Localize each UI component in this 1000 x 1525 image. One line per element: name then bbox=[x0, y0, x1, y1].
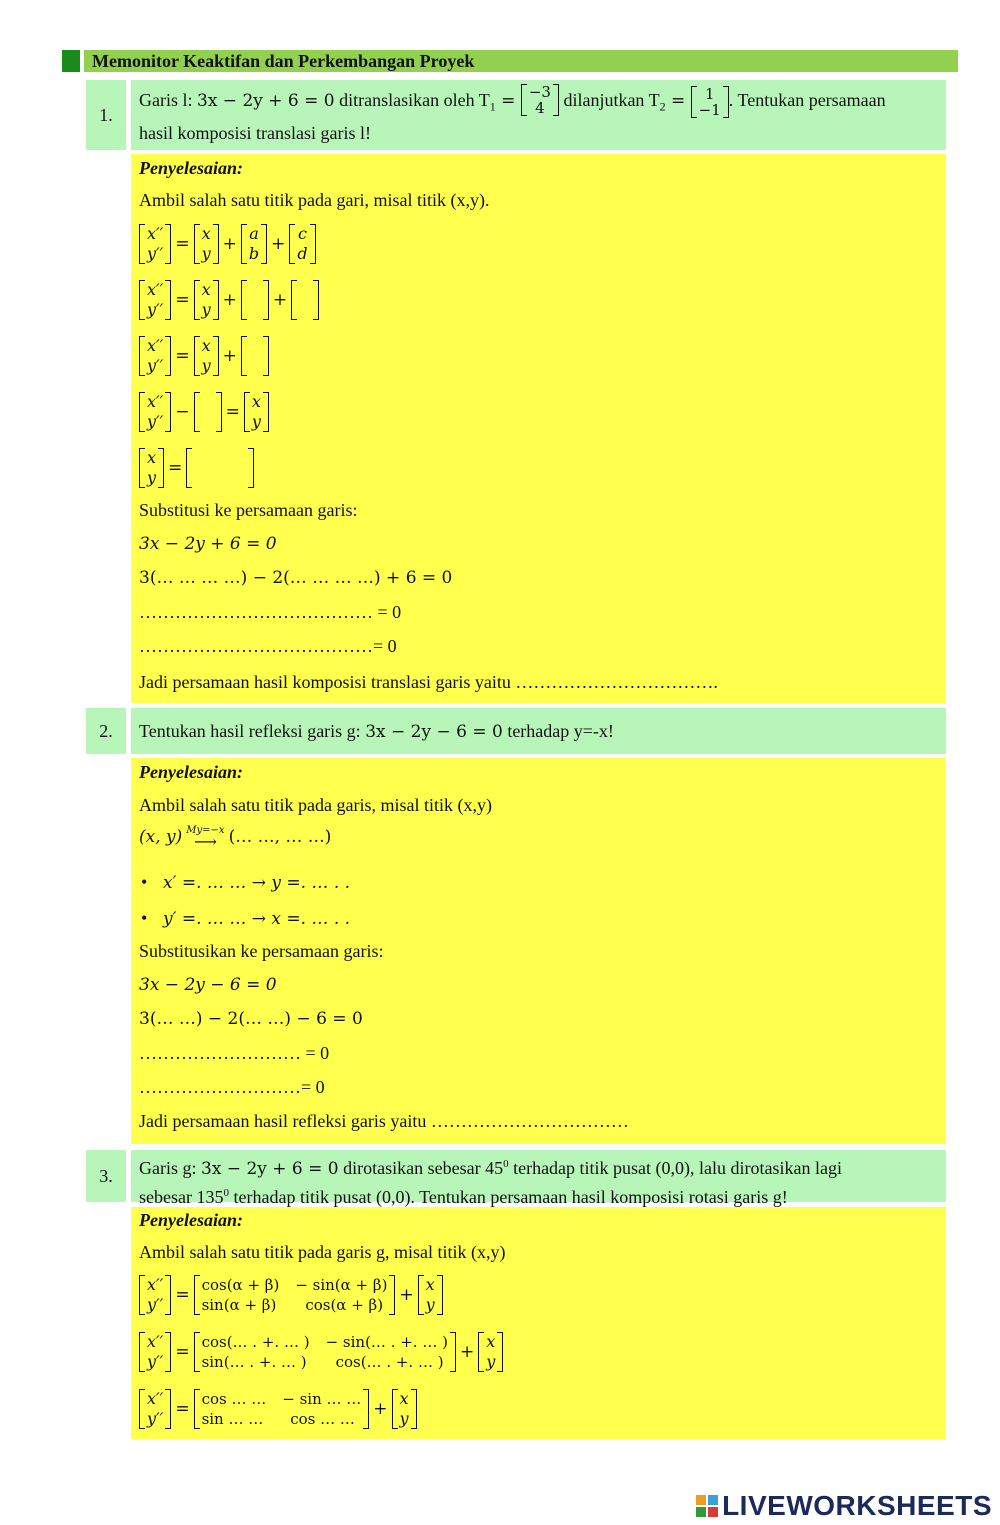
reflection-mapping bbox=[139, 826, 331, 850]
conclusion-1: Jadi persamaan hasil komposisi translasi garis yaitu ……………………………. bbox=[139, 672, 718, 692]
op-eq: = bbox=[175, 234, 190, 254]
rot1-b: − sin(α + β) bbox=[295, 1276, 388, 1294]
rot3-c: sin … … bbox=[201, 1410, 264, 1428]
conclusion-2: Jadi persamaan hasil refleksi garis yaitu …………………………… bbox=[139, 1111, 629, 1131]
q1-text-d: . Tentukan persamaan bbox=[728, 90, 886, 111]
rot3-d: cos … … bbox=[290, 1410, 355, 1428]
op-plus: + bbox=[459, 1342, 475, 1362]
q1-text-a: Garis l: bbox=[139, 90, 197, 111]
problem-2-number: 2. bbox=[86, 708, 126, 754]
t1-vector bbox=[521, 84, 559, 116]
logo-text: LIVEWORKSHEETS bbox=[722, 1490, 992, 1521]
var-xpp: x′′ bbox=[147, 224, 164, 243]
solution-2-intro: Ambil salah satu titik pada garis, misal titik (x,y) bbox=[139, 795, 492, 815]
var-xpp: x′′ bbox=[147, 1389, 164, 1408]
header-marker bbox=[62, 50, 80, 72]
var-ypp: y′′ bbox=[147, 356, 164, 375]
rot1-d: cos(α + β) bbox=[305, 1296, 384, 1314]
problem-1-solution bbox=[131, 154, 946, 703]
var-x: x bbox=[201, 224, 211, 243]
substitution-label-2: Substitusikan ke persamaan garis: bbox=[139, 941, 384, 961]
var-ypp: y′′ bbox=[147, 1352, 164, 1371]
var-x: x bbox=[486, 1332, 496, 1351]
var-b: b bbox=[248, 244, 260, 263]
line-equation-2: 3x − 2y − 6 = 0 bbox=[139, 975, 277, 995]
var-y: y bbox=[201, 300, 211, 319]
rot2-d: cos(… . +. … ) bbox=[335, 1353, 444, 1371]
solution-1-intro: Ambil salah satu titik pada gari, misal titik (x,y). bbox=[139, 190, 490, 210]
var-y: y bbox=[201, 244, 211, 263]
var-x: x bbox=[201, 280, 211, 299]
rotation-matrix-3 bbox=[194, 1389, 370, 1429]
bullet-1-text: x′ =. … … → y =. … . . bbox=[163, 873, 351, 893]
op-eq: = bbox=[175, 1399, 190, 1419]
blank-vector-3 bbox=[241, 336, 269, 376]
var-ypp: y′′ bbox=[147, 412, 164, 431]
q1-text-b: ditranslasikan oleh T bbox=[334, 90, 490, 111]
blank-vector-4 bbox=[194, 392, 222, 432]
t1-bottom: 4 bbox=[535, 99, 545, 117]
q1-sub2: 2 bbox=[659, 99, 666, 114]
q1-eqs2: = bbox=[665, 91, 691, 112]
logo-icon bbox=[696, 1495, 718, 1517]
q3-text-b: dirotasikan sebesar 45 bbox=[338, 1158, 504, 1178]
solution-3-label: Penyelesaian: bbox=[139, 1210, 243, 1230]
line-equation-1: 3x − 2y + 6 = 0 bbox=[139, 534, 277, 554]
dots-line-2b: ………………………= 0 bbox=[139, 1077, 325, 1097]
q1-equation: 3x − 2y + 6 = 0 bbox=[197, 91, 335, 112]
bullet-item-1 bbox=[141, 872, 350, 893]
var-y: y bbox=[251, 412, 261, 431]
map-to: (… …, … …) bbox=[228, 827, 332, 848]
blank-vector-1 bbox=[241, 280, 269, 320]
var-a: a bbox=[249, 224, 259, 243]
q1-text-c: dilanjutkan T bbox=[558, 90, 660, 111]
translation-row-2 bbox=[139, 280, 319, 320]
line-fill-1: 3(… … … …) − 2(… … … …) + 6 = 0 bbox=[139, 568, 453, 588]
op-plus: + bbox=[399, 1285, 414, 1305]
solution-2-label: Penyelesaian: bbox=[139, 762, 243, 782]
rot1-a: cos(α + β) bbox=[201, 1276, 280, 1294]
var-x: x bbox=[147, 448, 157, 467]
op-plus: + bbox=[271, 234, 286, 254]
t2-vector bbox=[691, 86, 729, 118]
q2-text-a: Tentukan hasil refleksi garis g: bbox=[139, 721, 366, 741]
map-label: My=−x bbox=[186, 825, 225, 836]
translation-row-3 bbox=[139, 336, 269, 376]
var-xpp: x′′ bbox=[147, 280, 164, 299]
bullet-icon: • bbox=[141, 872, 148, 892]
op-eq: = bbox=[168, 458, 183, 478]
op-eq: = bbox=[225, 402, 240, 422]
op-minus: − bbox=[175, 402, 190, 422]
rotation-matrix-1 bbox=[194, 1275, 396, 1315]
rot1-c: sin(α + β) bbox=[201, 1296, 277, 1314]
t1-top: −3 bbox=[528, 83, 551, 101]
op-eq: = bbox=[175, 1285, 190, 1305]
var-ypp: y′′ bbox=[147, 300, 164, 319]
op-eq: = bbox=[175, 1342, 190, 1362]
op-eq: = bbox=[175, 346, 190, 366]
rot2-a: cos(… . +. … ) bbox=[201, 1333, 310, 1351]
op-plus: + bbox=[373, 1399, 388, 1419]
problem-2-question bbox=[131, 708, 946, 754]
q2-equation: 3x − 2y − 6 = 0 bbox=[365, 722, 503, 742]
problem-3-question bbox=[131, 1150, 946, 1207]
q3-text-a: Garis g: bbox=[139, 1158, 201, 1178]
substitution-label-1: Substitusi ke persamaan garis: bbox=[139, 500, 358, 520]
rot2-b: − sin(… . +. … ) bbox=[325, 1333, 448, 1351]
bullet-icon: • bbox=[141, 908, 148, 928]
problem-2-solution bbox=[131, 758, 946, 1144]
problem-3-number: 3. bbox=[86, 1150, 126, 1202]
var-y: y bbox=[486, 1352, 496, 1371]
op-eq: = bbox=[175, 290, 190, 310]
rot3-a: cos … … bbox=[201, 1390, 267, 1408]
q2-text-b: terhadap y=-x! bbox=[502, 721, 614, 741]
q3-equation: 3x − 2y + 6 = 0 bbox=[201, 1159, 339, 1179]
var-ypp: y′′ bbox=[147, 1409, 164, 1428]
q3-text-d: sebesar 135 bbox=[139, 1187, 224, 1207]
var-x: x bbox=[399, 1389, 409, 1408]
dots-line-2a: ……………………… = 0 bbox=[139, 1043, 330, 1063]
liveworksheets-logo[interactable] bbox=[696, 1490, 992, 1522]
op-plus: + bbox=[222, 234, 237, 254]
blank-vector-2 bbox=[291, 280, 319, 320]
page-title: Memonitor Keaktifan dan Perkembangan Proyek bbox=[84, 50, 958, 72]
var-xpp: x′′ bbox=[147, 1332, 164, 1351]
problem-1-question bbox=[131, 80, 946, 150]
var-xpp: x′′ bbox=[147, 392, 164, 411]
blank-vector-5 bbox=[186, 448, 254, 488]
arrow-right-icon: ⟶ bbox=[193, 834, 217, 851]
translation-row-4 bbox=[139, 392, 269, 432]
var-xpp: x′′ bbox=[147, 1275, 164, 1294]
dots-line-1a: ………………………………… = 0 bbox=[139, 602, 402, 622]
var-y: y bbox=[399, 1409, 409, 1428]
t2-bottom: −1 bbox=[698, 101, 721, 119]
q1-eqs: = bbox=[495, 91, 521, 112]
var-x: x bbox=[251, 392, 261, 411]
q3-sup2: 0 bbox=[223, 1187, 229, 1199]
rotation-row-2 bbox=[139, 1332, 503, 1372]
problem-1-number: 1. bbox=[86, 80, 126, 150]
dots-line-1b: …………………………………= 0 bbox=[139, 636, 397, 656]
op-plus: + bbox=[272, 290, 288, 310]
var-c: c bbox=[298, 224, 307, 243]
var-y: y bbox=[147, 468, 157, 487]
solution-3-intro: Ambil salah satu titik pada garis g, misal titik (x,y) bbox=[139, 1242, 506, 1262]
rot2-c: sin(… . +. … ) bbox=[201, 1353, 307, 1371]
map-from: (x, y) bbox=[139, 827, 183, 848]
bullet-item-2 bbox=[141, 908, 350, 929]
op-plus: + bbox=[222, 346, 237, 366]
rotation-row-1 bbox=[139, 1275, 443, 1315]
op-plus: + bbox=[222, 290, 237, 310]
var-xpp: x′′ bbox=[147, 336, 164, 355]
q1-text-e: hasil komposisi translasi garis l! bbox=[139, 122, 371, 143]
var-d: d bbox=[297, 244, 308, 263]
var-ypp: y′′ bbox=[147, 244, 164, 263]
bullet-2-text: y′ =. … … → x =. … . . bbox=[163, 909, 351, 929]
q3-text-c: terhadap titik pusat (0,0), lalu dirotasikan lagi bbox=[508, 1158, 842, 1178]
var-x: x bbox=[425, 1275, 435, 1294]
solution-1-label: Penyelesaian: bbox=[139, 158, 243, 178]
q3-sup1: 0 bbox=[503, 1158, 509, 1170]
q3-text-e: terhadap titik pusat (0,0). Tentukan persamaan hasil komposisi rotasi garis g! bbox=[228, 1187, 788, 1207]
rotation-matrix-2 bbox=[194, 1332, 456, 1372]
var-ypp: y′′ bbox=[147, 1295, 164, 1314]
line-fill-2: 3(… …) − 2(… …) − 6 = 0 bbox=[139, 1009, 363, 1029]
var-y: y bbox=[425, 1295, 435, 1314]
rotation-row-3 bbox=[139, 1389, 417, 1429]
var-x: x bbox=[201, 336, 211, 355]
q1-sub1: 1 bbox=[489, 99, 496, 114]
problem-3-solution bbox=[131, 1207, 946, 1439]
translation-row-5 bbox=[139, 448, 254, 488]
rot3-b: − sin … … bbox=[282, 1390, 362, 1408]
t2-top: 1 bbox=[704, 85, 715, 103]
translation-row-1 bbox=[139, 224, 316, 264]
var-y: y bbox=[201, 356, 211, 375]
